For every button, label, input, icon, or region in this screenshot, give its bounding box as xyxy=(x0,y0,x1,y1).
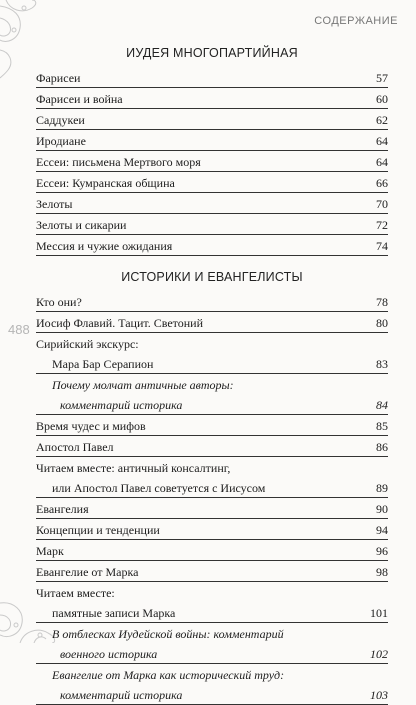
toc-entry[interactable]: памятные записи Марка 101 xyxy=(36,602,388,623)
toc-entry[interactable]: Мара Бар Серапион 83 xyxy=(36,353,388,374)
toc-entry[interactable]: Иосиф Флавий. Тацит. Светоний 80 xyxy=(36,312,388,333)
toc-subentry[interactable]: комментарий историка 103 xyxy=(36,684,388,705)
toc-entry[interactable]: Зелоты и сикарии 72 xyxy=(36,214,388,235)
toc-entry[interactable]: Зелоты 70 xyxy=(36,193,388,214)
toc-entry[interactable]: Евангелие от Марка 98 xyxy=(36,561,388,582)
toc-subentry[interactable]: Евангелие от Марка как исторический труд: xyxy=(52,667,285,682)
toc-entry[interactable]: Фарисеи 57 xyxy=(36,67,388,88)
toc-subentry[interactable]: военного историка 102 xyxy=(36,643,388,664)
toc-entry[interactable]: Ессеи: письмена Мертвого моря 64 xyxy=(36,151,388,172)
page-number: 488 xyxy=(8,322,30,337)
toc-entry[interactable]: Марк 96 xyxy=(36,540,388,561)
section-title: ИУДЕЯ МНОГОПАРТИЙНАЯ xyxy=(126,46,298,60)
section-title: ИСТОРИКИ И ЕВАНГЕЛИСТЫ xyxy=(121,270,303,284)
running-head: СОДЕРЖАНИЕ xyxy=(314,15,398,27)
toc-entry[interactable]: Мессия и чужие ожидания 74 xyxy=(36,235,388,256)
toc-subentry[interactable]: комментарий историка 84 xyxy=(36,394,388,415)
toc-entry[interactable]: Концепции и тенденции 94 xyxy=(36,519,388,540)
toc-subentry[interactable]: В отблесках Иудейской войны: комментарий xyxy=(52,626,284,641)
toc-entry[interactable]: или Апостол Павел советуется с Иисусом 89 xyxy=(36,477,388,498)
toc-subentry[interactable]: Почему молчат античные авторы: xyxy=(52,377,234,392)
toc-entry[interactable]: Кто они? 78 xyxy=(36,291,388,312)
toc-entry[interactable]: Евангелия 90 xyxy=(36,498,388,519)
toc-entry[interactable]: Время чудес и мифов 85 xyxy=(36,415,388,436)
toc-entry[interactable]: Читаем вместе: xyxy=(36,585,115,600)
toc-entry[interactable]: Иродиане 64 xyxy=(36,130,388,151)
table-of-contents xyxy=(36,40,388,705)
toc-entry[interactable]: Саддукеи 62 xyxy=(36,109,388,130)
toc-entry[interactable]: Ессеи: Кумранская община 66 xyxy=(36,172,388,193)
toc-entry[interactable]: Читаем вместе: античный консалтинг, xyxy=(36,460,231,475)
toc-entry[interactable]: Сирийский экскурс: xyxy=(36,336,139,351)
toc-entry[interactable]: Апостол Павел 86 xyxy=(36,436,388,457)
toc-entry[interactable]: Фарисеи и война 60 xyxy=(36,88,388,109)
